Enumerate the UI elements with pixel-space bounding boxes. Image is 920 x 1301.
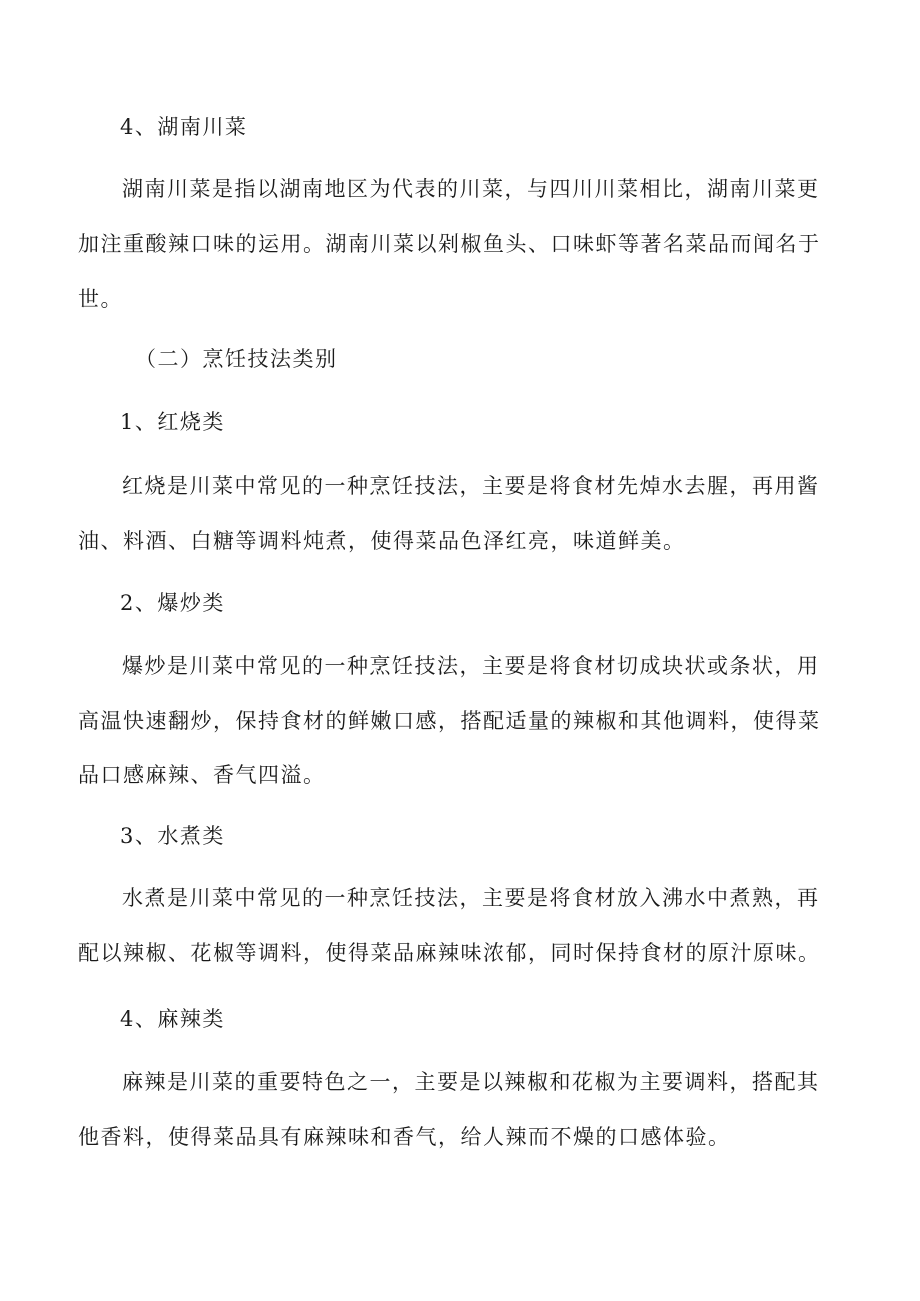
paragraph-braise-line-2: 油、料酒、白糖等调料炖煮，使得菜品色泽红亮，味道鲜美。 [78,529,686,553]
paragraph-hunan-line-3: 世。 [78,287,123,311]
paragraph-boil-line-2: 配以辣椒、花椒等调料，使得菜品麻辣味浓郁，同时保持食材的原汁原味。 [78,941,821,965]
item-heading-boil: 3、水煮类 [120,824,225,848]
part-heading-cooking-techniques: （二）烹饪技法类别 [135,347,338,371]
item-heading-mala: 4、麻辣类 [120,1007,225,1031]
paragraph-stir-fry-line-1: 爆炒是川菜中常见的一种烹饪技法，主要是将食材切成块状或条状，用 [122,654,820,678]
paragraph-braise-line-1: 红烧是川菜中常见的一种烹饪技法，主要是将食材先焯水去腥，再用酱 [122,474,820,498]
item-heading-stir-fry: 2、爆炒类 [120,591,225,615]
paragraph-stir-fry-line-2: 高温快速翻炒，保持食材的鲜嫩口感，搭配适量的辣椒和其他调料，使得菜 [78,709,821,733]
section-heading-hunan-sichuan: 4、湖南川菜 [120,115,248,139]
paragraph-hunan-line-2: 加注重酸辣口味的运用。湖南川菜以剁椒鱼头、口味虾等著名菜品而闻名于 [78,232,821,256]
paragraph-mala-line-1: 麻辣是川菜的重要特色之一，主要是以辣椒和花椒为主要调料，搭配其 [122,1070,820,1094]
paragraph-boil-line-1: 水煮是川菜中常见的一种烹饪技法，主要是将食材放入沸水中煮熟，再 [122,886,820,910]
paragraph-mala-line-2: 他香料，使得菜品具有麻辣味和香气，给人辣而不燥的口感体验。 [78,1125,731,1149]
paragraph-stir-fry-line-3: 品口感麻辣、香气四溢。 [78,763,326,787]
item-heading-braise: 1、红烧类 [120,410,225,434]
paragraph-hunan-line-1: 湖南川菜是指以湖南地区为代表的川菜，与四川川菜相比，湖南川菜更 [122,177,820,201]
